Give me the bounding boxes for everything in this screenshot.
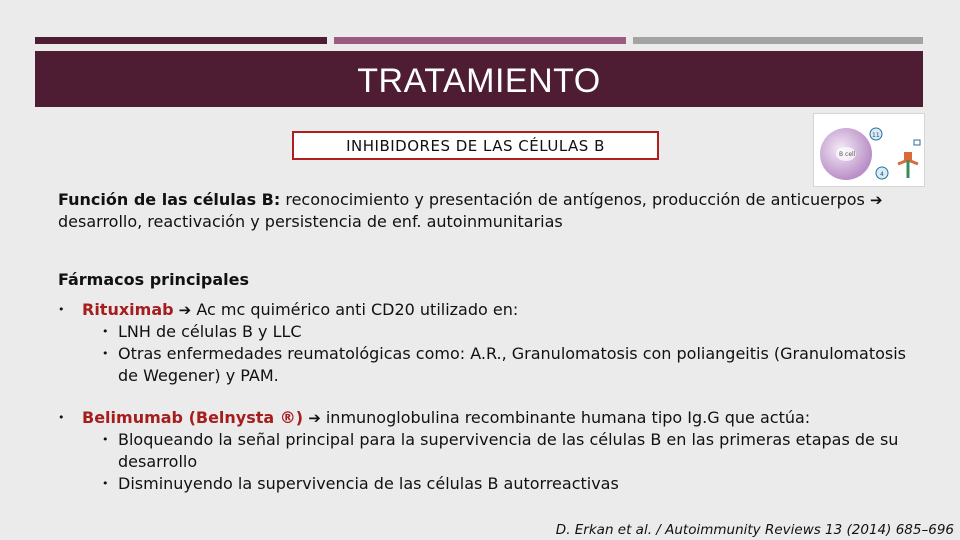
bullet-icon: • — [102, 433, 109, 446]
list-item — [58, 343, 918, 387]
drug-item-rituximab — [58, 299, 918, 321]
arrow-icon: ➔ — [308, 409, 321, 427]
title-band — [35, 51, 923, 107]
arrow-icon: ➔ — [178, 301, 192, 319]
b-cell-figure — [813, 113, 925, 187]
drug-name: Belimumab (Belnysta ®) — [82, 408, 304, 427]
bullet-icon: • — [102, 477, 109, 490]
marker-label-4: 4 — [880, 171, 884, 178]
section-subtitle: INHIBIDORES DE LAS CÉLULAS B — [292, 131, 659, 160]
bullet-icon: • — [58, 303, 65, 316]
intro-text: reconocimiento y presentación de antígenos, producción de anticuerpos — [280, 190, 870, 209]
slide-content — [58, 189, 918, 495]
drug-description: inmunoglobulina recombinante humana tipo Ig.G que actúa: — [320, 408, 811, 427]
accent-bar-gray — [633, 37, 923, 44]
drug-name: Rituximab — [82, 300, 174, 319]
arrow-icon: ➔ — [869, 191, 883, 209]
slide-title: TRATAMIENTO — [357, 62, 601, 100]
list-item — [58, 429, 918, 473]
drug-description: Ac mc quimérico anti CD20 utilizado en: — [191, 300, 519, 319]
bullet-icon: • — [102, 325, 109, 338]
antibody-icon — [898, 152, 918, 178]
intro-paragraph — [58, 189, 918, 233]
list-item — [58, 473, 918, 495]
citation: D. Erkan et al. / Autoimmunity Reviews 13 (2014) 685–696 — [555, 522, 954, 538]
accent-bar-mauve — [334, 37, 626, 44]
list-item — [58, 321, 918, 343]
b-cell-label: B cell — [839, 151, 856, 158]
receptor-icon — [914, 140, 920, 145]
b-cell-illustration — [814, 114, 924, 186]
sub-item-text: Bloqueando la señal principal para la supervivencia de las células B en las primeras etapas de su desarrollo — [118, 430, 899, 471]
sub-item-text: LNH de células B y LLC — [118, 322, 302, 341]
bullet-icon: • — [58, 411, 65, 424]
marker-label-11: 11 — [872, 132, 880, 139]
intro-text-2: desarrollo, reactivación y persistencia de enf. autoinmunitarias — [58, 212, 563, 231]
accent-bar-dark — [35, 37, 327, 44]
intro-bold-label: Función de las células B: — [58, 190, 281, 209]
bullet-icon: • — [102, 347, 109, 360]
drug-item-belimumab — [58, 407, 918, 429]
sub-item-text: Otras enfermedades reumatológicas como: A.R., Granulomatosis con poliangeitis (Granulomatosis de Wegener) y PAM. — [118, 344, 906, 385]
sub-item-text: Disminuyendo la supervivencia de las células B autorreactivas — [118, 474, 619, 493]
section-heading: Fármacos principales — [58, 270, 250, 289]
